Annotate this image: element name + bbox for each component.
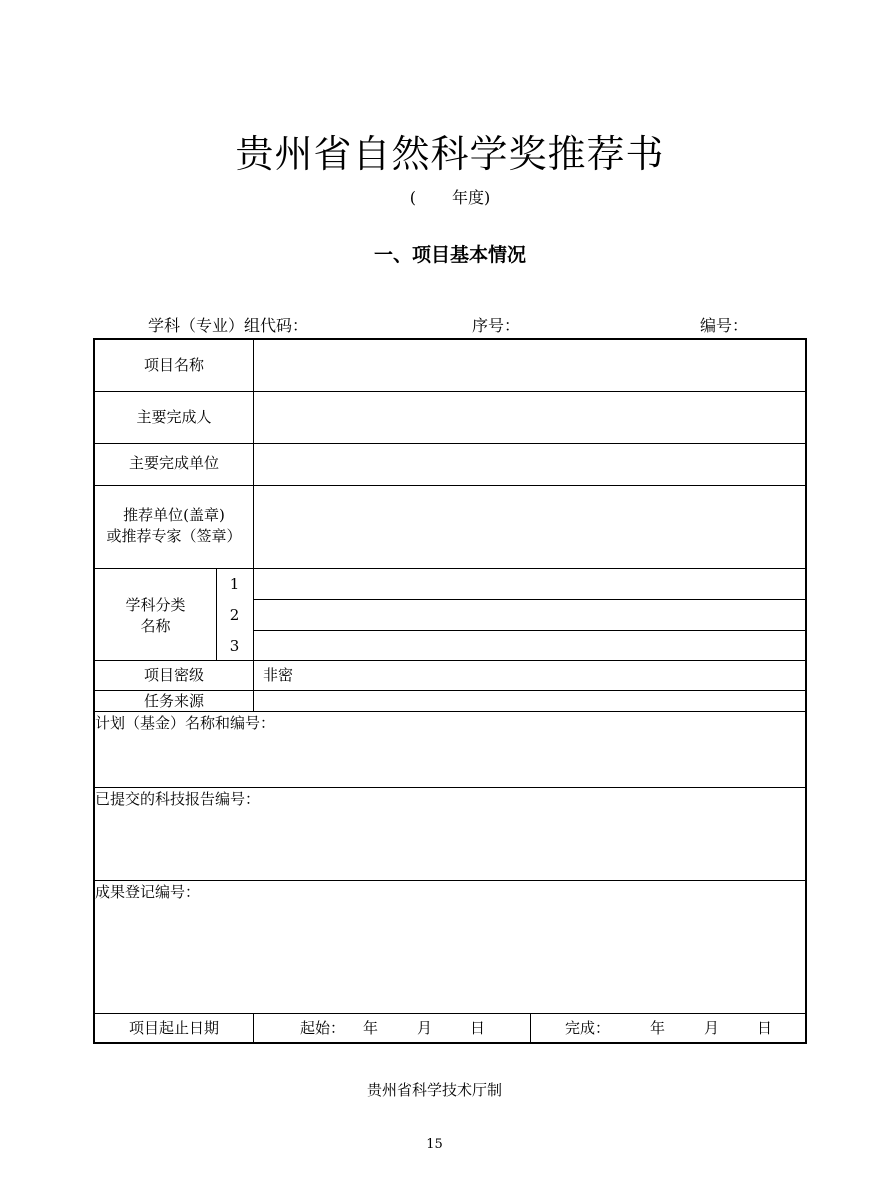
discipline-field-3[interactable] (254, 631, 805, 660)
recommender-label-line2: 或推荐专家（签章） (106, 527, 242, 545)
start-year-unit: 年 (363, 1019, 379, 1037)
end-year-unit: 年 (650, 1019, 666, 1037)
row-divider (95, 787, 805, 788)
plan-fund-label: 计划（基金）名称和编号： (95, 714, 276, 732)
recommender-field[interactable] (254, 486, 805, 568)
issuer-footer: 贵州省科学技术厅制 (366, 1081, 502, 1099)
task-source-field[interactable] (254, 691, 805, 711)
discipline-code-label: 学科（专业）组代码： (148, 316, 309, 335)
year-line (0, 187, 869, 209)
tech-report-field[interactable] (95, 810, 805, 880)
serial-number-label: 序号： (472, 316, 521, 335)
row-divider (95, 880, 805, 881)
start-day-unit: 日 (470, 1019, 486, 1037)
column-divider (530, 1013, 531, 1042)
result-registration-field[interactable] (95, 903, 805, 1013)
start-date-label: 起始： (300, 1019, 346, 1037)
secrecy-label: 项目密级 (143, 666, 204, 684)
end-month-unit: 月 (704, 1019, 720, 1037)
project-name-label: 项目名称 (143, 356, 204, 374)
task-source-label: 任务来源 (143, 692, 204, 710)
project-name-field[interactable] (254, 340, 805, 391)
discipline-field-2[interactable] (254, 600, 805, 630)
discipline-label-line1: 学科分类 (125, 596, 186, 614)
project-date-label: 项目起止日期 (128, 1019, 219, 1037)
main-units-label: 主要完成单位 (128, 454, 219, 472)
plan-fund-field[interactable] (95, 734, 805, 787)
year-label: 年度) (452, 188, 491, 207)
discipline-label-line2: 名称 (140, 617, 171, 635)
recommender-label-line1: 推荐单位(盖章) (123, 506, 225, 524)
main-contributors-field[interactable] (254, 392, 805, 443)
result-registration-label: 成果登记编号： (95, 883, 201, 901)
secrecy-value: 非密 (263, 666, 294, 684)
start-month-unit: 月 (417, 1019, 433, 1037)
discipline-field-1[interactable] (254, 569, 805, 599)
main-contributors-label: 主要完成人 (136, 408, 212, 426)
row-divider (95, 660, 805, 661)
document-title: 贵州省自然科学奖推荐书 (235, 132, 665, 176)
year-open-paren: ( (409, 188, 416, 207)
project-info-form (93, 338, 807, 1044)
main-units-field[interactable] (254, 444, 805, 485)
discipline-row-number: 1 (229, 575, 240, 593)
section-title: 一、项目基本情况 (373, 244, 526, 266)
tech-report-label: 已提交的科技报告编号： (95, 790, 261, 808)
column-divider (253, 1013, 254, 1042)
discipline-row-number: 3 (229, 637, 240, 655)
page-number: 15 (426, 1137, 443, 1152)
end-date-label: 完成： (565, 1019, 611, 1037)
discipline-row-number: 2 (229, 606, 240, 624)
document-number-label: 编号： (700, 316, 749, 335)
row-divider (95, 1013, 805, 1014)
end-day-unit: 日 (757, 1019, 773, 1037)
